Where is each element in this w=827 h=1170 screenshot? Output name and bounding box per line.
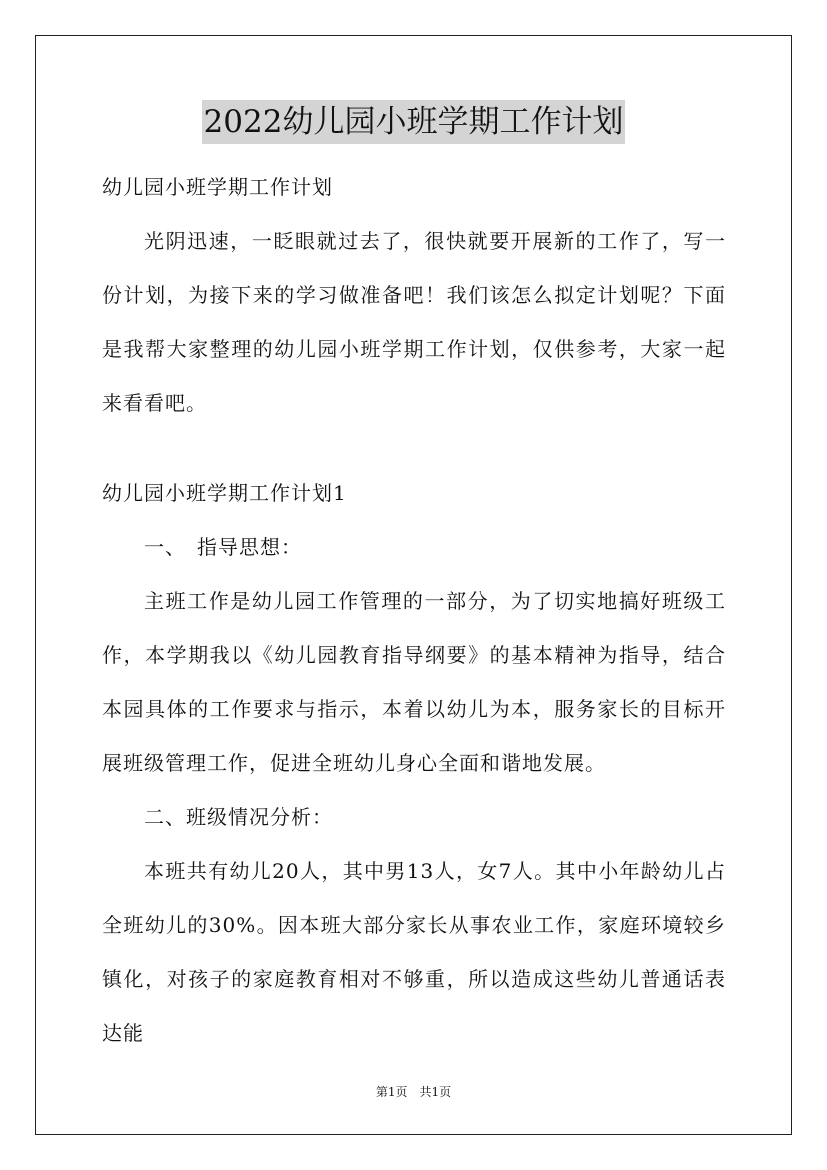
page-footer bbox=[0, 1083, 827, 1100]
page-number: 第1页 共1页 bbox=[375, 1085, 452, 1099]
section-heading: 幼儿园小班学期工作计划1 bbox=[102, 481, 347, 505]
part2-heading: 二、班级情况分析： bbox=[144, 805, 333, 829]
document-title: 2022幼儿园小班学期工作计划 bbox=[202, 100, 626, 144]
document-body bbox=[102, 160, 726, 1060]
subtitle: 幼儿园小班学期工作计划 bbox=[102, 175, 333, 199]
part2-paragraph: 本班共有幼儿20人，其中男13人，女7人。其中小年龄幼儿占全班幼儿的30%。因本班大部分家长从事农业工作，家庭环境较乡镇化，对孩子的家庭教育相对不够重，所以造成这些幼儿普通话表达能 bbox=[102, 859, 726, 1045]
part1-heading: 一、 指导思想： bbox=[144, 535, 302, 559]
part1-paragraph: 主班工作是幼儿园工作管理的一部分，为了切实地搞好班级工作，本学期我以《幼儿园教育指导纲要》的基本精神为指导，结合本园具体的工作要求与指示，本着以幼儿为本，服务家长的目标开展班级管理工作，促进全班幼儿身心全面和谐地发展。 bbox=[102, 589, 726, 775]
section-spacer bbox=[102, 430, 726, 466]
intro-paragraph: 光阴迅速，一眨眼就过去了，很快就要开展新的工作了，写一份计划，为接下来的学习做准备吧！我们该怎么拟定计划呢？下面是我帮大家整理的幼儿园小班学期工作计划，仅供参考，大家一起来看看吧。 bbox=[102, 229, 726, 415]
title-container bbox=[0, 100, 827, 144]
